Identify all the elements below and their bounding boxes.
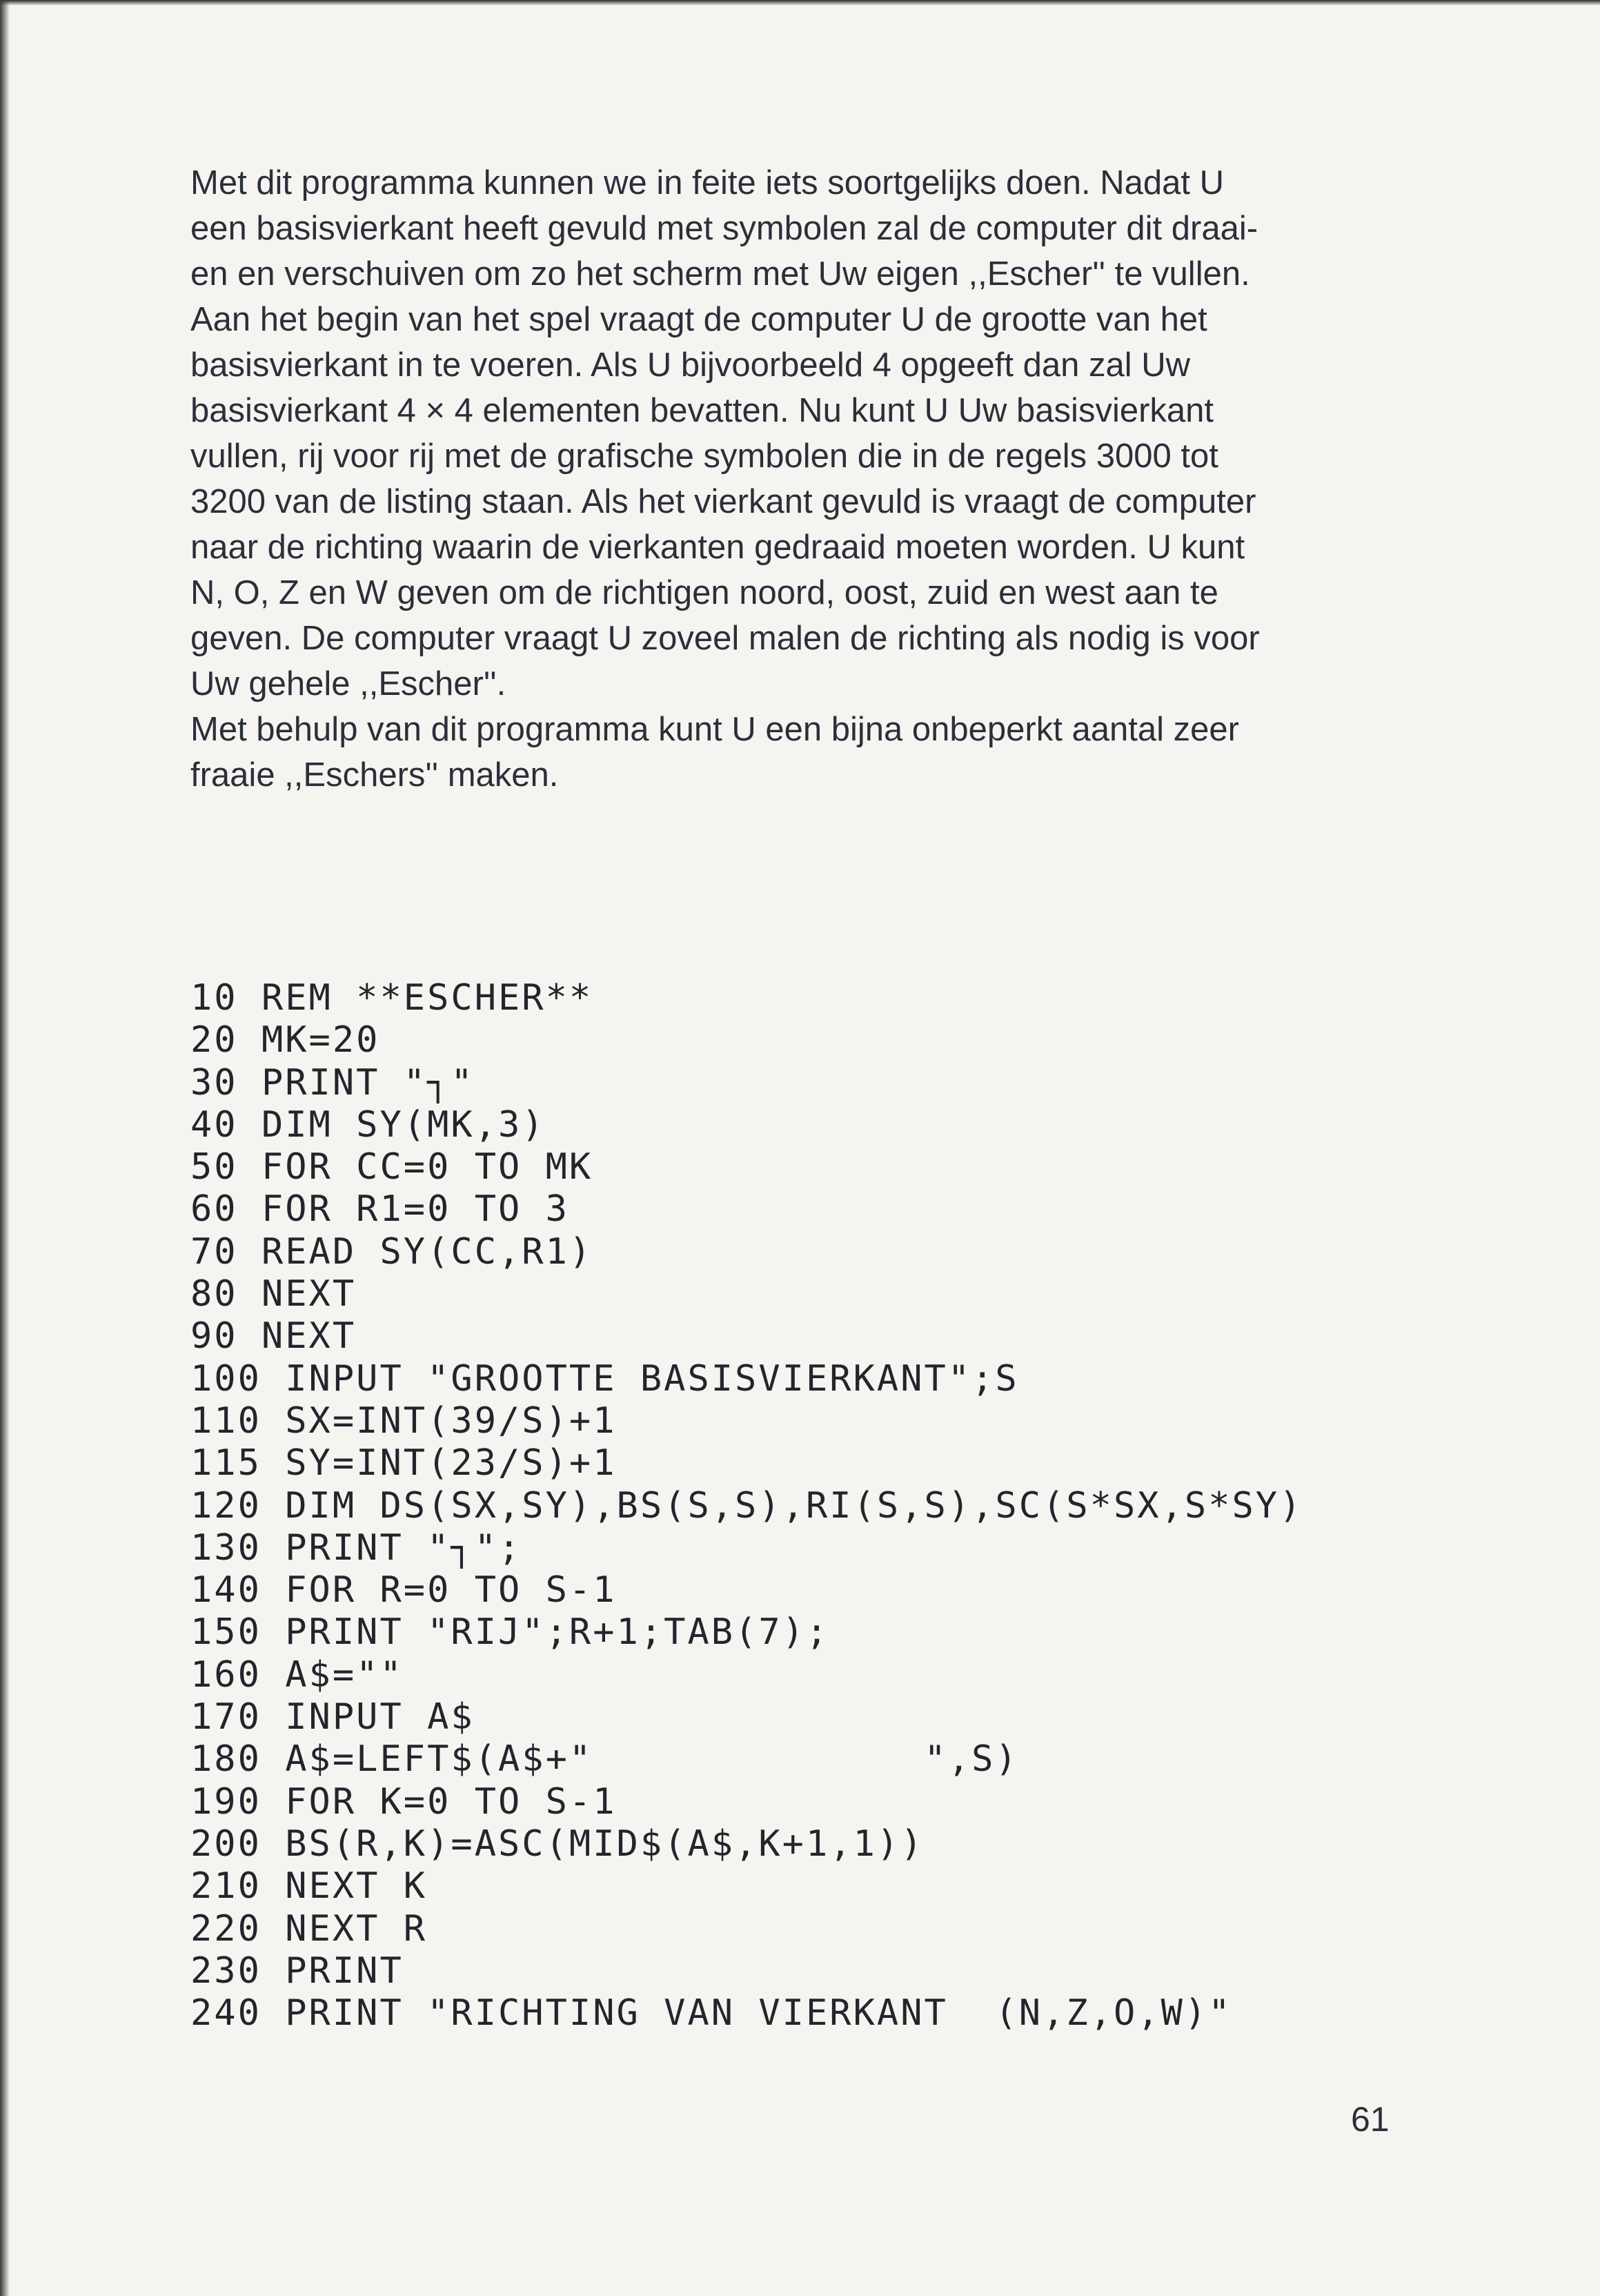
page-edge-shadow	[0, 0, 10, 2296]
line-number: 200	[190, 1823, 261, 1865]
code-statement: SY=INT(23/S)+1	[285, 1442, 617, 1484]
code-statement: FOR CC=0 TO MK	[261, 1146, 593, 1188]
code-statement: BS(R,K)=ASC(MID$(A$,K+1,1))	[285, 1823, 925, 1865]
line-number: 230	[190, 1950, 261, 1992]
text-line: geven. De computer vraagt U zoveel malen de richting als nodig is voor	[190, 620, 1260, 657]
code-statement: READ SY(CC,R1)	[261, 1230, 593, 1273]
code-statement: A$=LEFT$(A$+" ",S)	[285, 1738, 1019, 1780]
text-line: Met behulp van dit programma kunt U een bijna onbeperkt aantal zeer	[190, 711, 1239, 748]
code-line	[190, 1231, 1303, 1273]
code-line	[190, 1569, 1303, 1611]
code-line	[190, 1654, 1303, 1696]
line-number: 50	[190, 1146, 238, 1188]
code-line	[190, 1865, 1303, 1907]
code-line	[190, 1908, 1303, 1950]
code-line	[190, 1400, 1303, 1442]
line-number: 130	[190, 1527, 261, 1569]
line-number: 10	[190, 977, 238, 1019]
line-number: 220	[190, 1907, 261, 1950]
code-statement: PRINT "RICHTING VAN VIERKANT (N,Z,O,W)"	[285, 1992, 1232, 2034]
line-number: 140	[190, 1569, 261, 1611]
code-line	[190, 1315, 1303, 1357]
code-statement: DIM SY(MK,3)	[261, 1103, 546, 1146]
code-statement: PRINT	[285, 1950, 404, 1992]
code-statement: FOR R=0 TO S-1	[285, 1569, 617, 1611]
code-line	[190, 1358, 1303, 1400]
text-line: Met dit programma kunnen we in feite iets soortgelijks doen. Nadat U	[190, 164, 1224, 202]
code-statement: NEXT K	[285, 1865, 428, 1907]
paragraph-2	[190, 707, 1398, 798]
line-number: 240	[190, 1992, 261, 2034]
code-statement: MK=20	[261, 1019, 380, 1061]
code-statement: NEXT R	[285, 1907, 428, 1950]
line-number: 120	[190, 1484, 261, 1527]
body-text	[190, 160, 1398, 798]
code-statement: NEXT	[261, 1273, 357, 1315]
code-statement: FOR R1=0 TO 3	[261, 1188, 569, 1230]
code-line	[190, 1485, 1303, 1527]
line-number: 190	[190, 1780, 261, 1823]
code-statement: NEXT	[261, 1315, 357, 1357]
code-line	[190, 1188, 1303, 1230]
line-number: 160	[190, 1654, 261, 1696]
paragraph-1	[190, 160, 1398, 707]
code-line	[190, 1611, 1303, 1654]
page-top-shadow	[0, 0, 1600, 6]
code-line	[190, 977, 1303, 1019]
code-statement: A$=""	[285, 1654, 404, 1696]
line-number: 210	[190, 1865, 261, 1907]
line-number: 150	[190, 1611, 261, 1654]
code-line	[190, 1442, 1303, 1484]
text-line: vullen, rij voor rij met de grafische symbolen die in de regels 3000 tot	[190, 438, 1218, 475]
code-line	[190, 1992, 1303, 2034]
line-number: 180	[190, 1738, 261, 1780]
code-statement: INPUT "GROOTTE BASISVIERKANT";S	[285, 1357, 1019, 1400]
code-statement: SX=INT(39/S)+1	[285, 1400, 617, 1442]
line-number: 100	[190, 1357, 261, 1400]
code-statement: REM **ESCHER**	[261, 977, 593, 1019]
code-line	[190, 1781, 1303, 1823]
code-line	[190, 1146, 1303, 1188]
line-number: 115	[190, 1442, 261, 1484]
text-line: naar de richting waarin de vierkanten gedraaid moeten worden. U kunt	[190, 529, 1245, 566]
text-line: basisvierkant 4 × 4 elementen bevatten. Nu kunt U Uw basisvierkant	[190, 392, 1214, 429]
line-number: 20	[190, 1019, 238, 1061]
code-statement: PRINT "RIJ";R+1;TAB(7);	[285, 1611, 830, 1654]
code-line	[190, 1950, 1303, 1992]
line-number: 110	[190, 1400, 261, 1442]
code-statement: FOR K=0 TO S-1	[285, 1780, 617, 1823]
line-number: 80	[190, 1273, 238, 1315]
line-number: 90	[190, 1315, 238, 1357]
code-line	[190, 1273, 1303, 1315]
code-line	[190, 1527, 1303, 1569]
line-number: 170	[190, 1696, 261, 1738]
line-number: 40	[190, 1103, 238, 1146]
code-line	[190, 1104, 1303, 1146]
basic-program-listing	[190, 977, 1303, 2034]
code-line	[190, 1823, 1303, 1865]
text-line: 3200 van de listing staan. Als het vierkant gevuld is vraagt de computer	[190, 483, 1256, 520]
text-line: Aan het begin van het spel vraagt de computer U de grootte van het	[190, 301, 1207, 338]
text-line: N, O, Z en W geven om de richtigen noord, oost, zuid en west aan te	[190, 574, 1218, 611]
code-statement: PRINT "┐";	[285, 1527, 522, 1569]
line-number: 30	[190, 1061, 238, 1103]
line-number: 60	[190, 1188, 238, 1230]
text-line: Uw gehele ,,Escher''.	[190, 665, 506, 703]
code-statement: PRINT "┐"	[261, 1061, 475, 1103]
code-statement: DIM DS(SX,SY),BS(S,S),RI(S,S),SC(S*SX,S*SY)	[285, 1484, 1303, 1527]
page-number: 61	[1351, 2100, 1390, 2139]
code-statement: INPUT A$	[285, 1696, 475, 1738]
text-line: een basisvierkant heeft gevuld met symbolen zal de computer dit draai-	[190, 210, 1258, 247]
text-line: fraaie ,,Eschers'' maken.	[190, 756, 559, 794]
code-line	[190, 1019, 1303, 1061]
text-line: basisvierkant in te voeren. Als U bijvoorbeeld 4 opgeeft dan zal Uw	[190, 346, 1191, 384]
text-line: en en verschuiven om zo het scherm met Uw eigen ,,Escher'' te vullen.	[190, 255, 1250, 293]
code-line	[190, 1696, 1303, 1738]
code-line	[190, 1062, 1303, 1104]
code-line	[190, 1738, 1303, 1780]
line-number: 70	[190, 1230, 238, 1273]
